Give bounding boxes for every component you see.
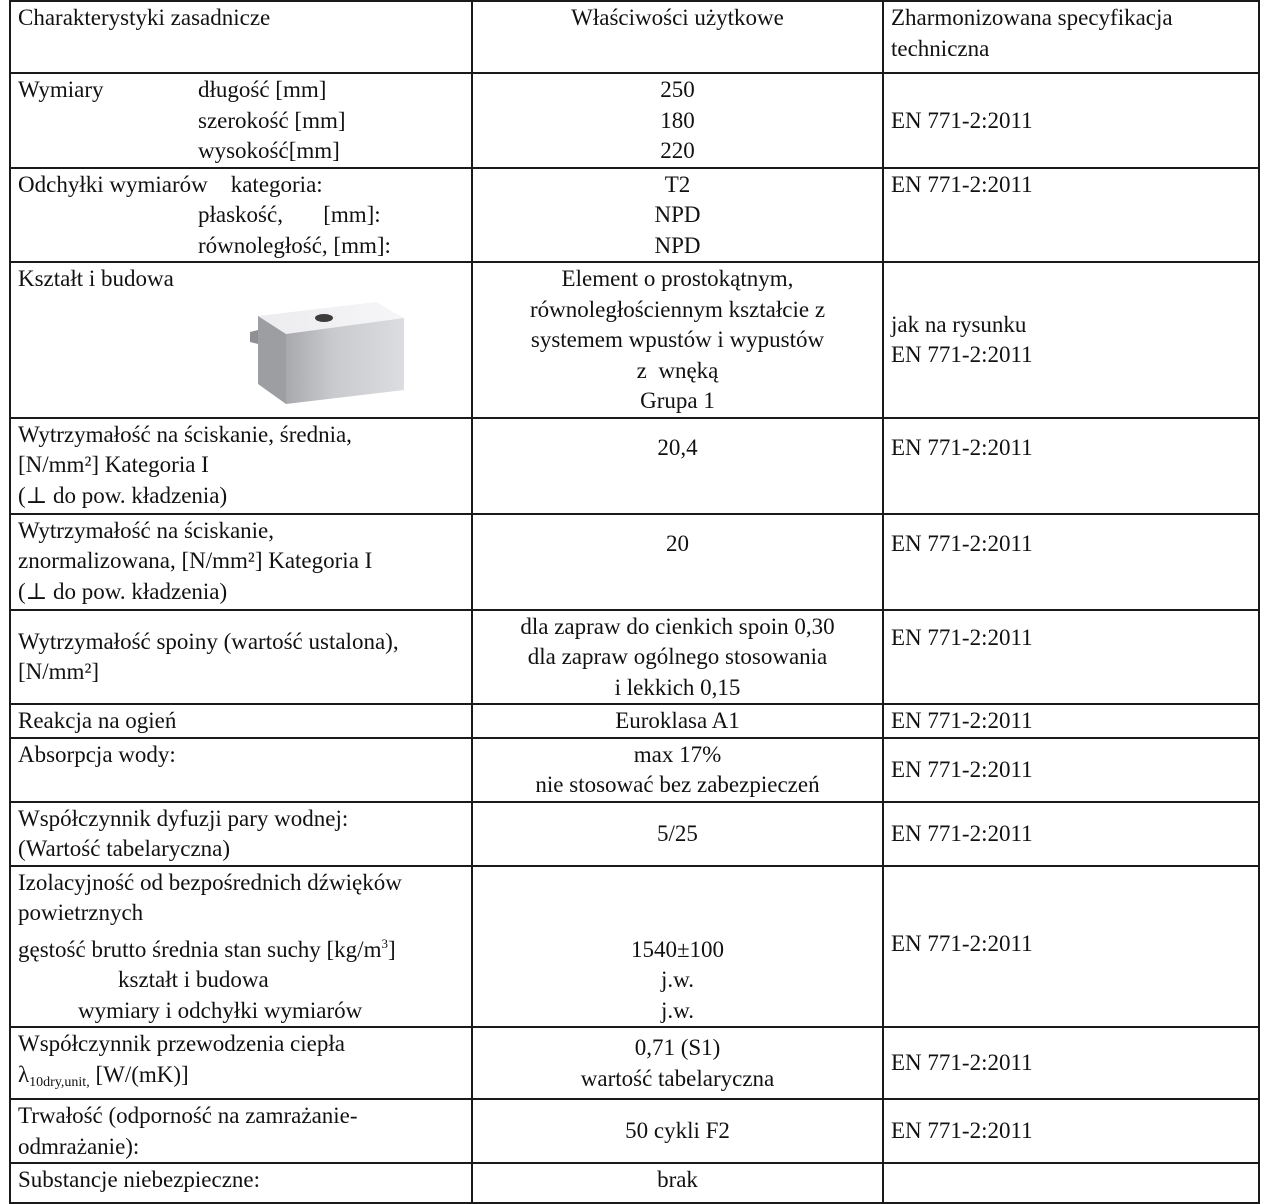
- spec-text: EN 771-2:2011: [891, 1050, 1033, 1076]
- header-specification: [883, 1, 1259, 73]
- label-line: [18, 1060, 464, 1099]
- label-text: Reakcja na ogień: [18, 708, 177, 733]
- spec-text: EN 771-2:2011: [891, 930, 1033, 956]
- shape-desc-line: systemem wpustów i wypustów: [530, 327, 825, 352]
- row-durability-value: [472, 1099, 883, 1163]
- row-dimensions-values: [472, 73, 883, 168]
- row-deviations-values: [472, 168, 883, 263]
- label-line: kształt i budowa: [118, 967, 269, 992]
- table-row: [10, 704, 1259, 738]
- thermal-unit: [W/(mK)]: [89, 1061, 189, 1087]
- row-compressive-norm-label: [10, 514, 472, 610]
- density-label: gęstość brutto średnia stan suchy [kg/m: [18, 936, 382, 962]
- row-compressive-mean-value: [472, 418, 883, 514]
- density-exponent: 3: [381, 935, 388, 951]
- value-line: 1540±100: [630, 936, 725, 962]
- header-col3-line1: Zharmonizowana specyfikacja: [891, 5, 1173, 30]
- value-line: dla zapraw ogólnego stosowania: [527, 644, 828, 669]
- row-deviations-label: [10, 168, 472, 263]
- label-line: znormalizowana, [N/mm²] Kategoria I: [18, 548, 373, 573]
- row-fire-label: [10, 704, 472, 738]
- row-durability-spec: [883, 1099, 1259, 1163]
- row-compressive-norm-value: [472, 514, 883, 610]
- label-line: [18, 929, 464, 966]
- row-vapour-diffusion-spec: [883, 802, 1259, 866]
- value-line: 0,71 (S1): [634, 1035, 721, 1060]
- spec-text: EN 771-2:2011: [891, 107, 1033, 133]
- label-line: odmrażanie):: [18, 1133, 140, 1159]
- flatness-label: płaskość, [mm]:: [198, 202, 381, 227]
- header-col1-text: Charakterystyki zasadnicze: [18, 5, 271, 30]
- row-water-absorption-values: [472, 738, 883, 802]
- table-row: [10, 610, 1259, 705]
- row-hazardous-label: [10, 1163, 472, 1203]
- label-line: Izolacyjność od bezpośrednich dźwięków: [18, 869, 402, 895]
- row-dimensions-label: [10, 73, 472, 168]
- row-deviations-spec: [883, 168, 1259, 263]
- shape-group-line: Grupa 1: [640, 388, 715, 413]
- spec-text: EN 771-2:2011: [891, 1118, 1033, 1144]
- row-water-absorption-spec: [883, 738, 1259, 802]
- value-text: Euroklasa A1: [615, 708, 740, 733]
- row-acoustic-spec: [883, 866, 1259, 1028]
- flatness-value: NPD: [654, 202, 701, 227]
- value-text: 5/25: [657, 820, 698, 846]
- shape-title: Kształt i budowa: [18, 266, 174, 291]
- row-compressive-mean-spec: [883, 418, 1259, 514]
- table-row: [10, 1027, 1259, 1099]
- table-row: [10, 1163, 1259, 1203]
- value-line: wartość tabelaryczna: [580, 1065, 775, 1091]
- spec-note: jak na rysunku: [891, 311, 1027, 337]
- value-line: j.w.: [660, 967, 694, 992]
- value-line: nie stosować bez zabezpieczeń: [535, 772, 820, 797]
- shape-desc-line: Element o prostokątnym,: [561, 266, 794, 291]
- spec-text: EN 771-2:2011: [891, 434, 1033, 460]
- row-compressive-norm-spec: [883, 514, 1259, 610]
- row-vapour-diffusion-label: [10, 802, 472, 866]
- row-compressive-mean-label: [10, 418, 472, 514]
- row-thermal-spec: [883, 1027, 1259, 1099]
- row-fire-value: [472, 704, 883, 738]
- lambda-subscript: 10dry,unit,: [29, 1074, 90, 1090]
- table-row: [10, 866, 1259, 1028]
- shape-desc-line: równoległościennym kształcie z: [529, 296, 826, 322]
- value-line: i lekkich 0,15: [614, 674, 741, 700]
- value-text: 20: [666, 530, 689, 556]
- value-line: dla zapraw do cienkich spoin 0,30: [520, 613, 835, 639]
- table-row: [10, 514, 1259, 610]
- row-vapour-diffusion-value: [472, 802, 883, 866]
- label-line: wymiary i odchyłki wymiarów: [78, 997, 363, 1023]
- dimension-height-label: wysokość[mm]: [198, 138, 340, 163]
- row-durability-label: [10, 1099, 472, 1163]
- table-row: [10, 168, 1259, 263]
- row-water-absorption-label: [10, 738, 472, 802]
- lambda-symbol: λ: [18, 1061, 30, 1087]
- header-performance: [472, 1, 883, 73]
- label-line: Współczynnik dyfuzji pary wodnej:: [18, 805, 349, 831]
- table-row: [10, 73, 1259, 168]
- label-line: [N/mm²]: [18, 659, 99, 685]
- table-row: [10, 1099, 1259, 1163]
- row-shape-description: [472, 262, 883, 418]
- label-line: Współczynnik przewodzenia ciepła: [18, 1031, 345, 1056]
- row-bond-strength-spec: [883, 610, 1259, 705]
- spec-text: EN 771-2:2011: [891, 342, 1033, 368]
- row-fire-spec: [883, 704, 1259, 738]
- dimension-length-label: długość [mm]: [198, 77, 327, 102]
- row-acoustic-values: [472, 866, 883, 1028]
- row-shape-spec: [883, 262, 1259, 418]
- dimensions-title: Wymiary: [18, 77, 104, 102]
- table-row: [10, 802, 1259, 866]
- width-value: 180: [660, 107, 695, 133]
- length-value: 250: [660, 77, 695, 102]
- label-line: [N/mm²] Kategoria I: [18, 452, 209, 477]
- row-thermal-values: [472, 1027, 883, 1099]
- spec-text: EN 771-2:2011: [891, 756, 1033, 782]
- spec-text: EN 771-2:2011: [891, 530, 1033, 556]
- label-line: Wytrzymałość spoiny (wartość ustalona),: [18, 628, 399, 654]
- label-line: (⊥ do pow. kładzenia): [18, 482, 228, 508]
- row-bond-strength-label: [10, 610, 472, 705]
- properties-table: [9, 0, 1260, 1204]
- deviations-category-label: Odchyłki wymiarów kategoria:: [18, 171, 323, 197]
- header-col3-line2: techniczna: [891, 35, 990, 61]
- value-text: 50 cykli F2: [625, 1118, 730, 1144]
- label-line: powietrznych: [18, 900, 144, 925]
- brick-block-image: [18, 295, 464, 405]
- spec-text: EN 771-2:2011: [891, 820, 1033, 846]
- value-line: j.w.: [660, 997, 694, 1023]
- row-thermal-label: [10, 1027, 472, 1099]
- row-bond-strength-values: [472, 610, 883, 705]
- category-value: T2: [664, 171, 691, 197]
- table-row: [10, 418, 1259, 514]
- header-characteristics: [10, 1, 472, 73]
- spec-text: EN 771-2:2011: [891, 171, 1033, 197]
- table-row: [10, 262, 1259, 418]
- shape-desc-line: z wnęką: [636, 357, 719, 383]
- parallelism-value: NPD: [654, 232, 701, 258]
- label-line: (⊥ do pow. kładzenia): [18, 578, 228, 604]
- label-text: Substancje niebezpieczne:: [18, 1167, 261, 1192]
- row-hazardous-spec: [883, 1163, 1259, 1203]
- value-text: brak: [657, 1167, 698, 1192]
- value-line: max 17%: [633, 741, 722, 767]
- table-row: [10, 738, 1259, 802]
- label-text: Absorpcja wody:: [18, 741, 176, 767]
- table-header-row: [10, 1, 1259, 73]
- header-col2-text: Właściwości użytkowe: [571, 5, 784, 30]
- label-line: Wytrzymałość na ściskanie,: [18, 517, 274, 543]
- row-acoustic-label: [10, 866, 472, 1028]
- parallelism-label: równoległość, [mm]:: [198, 232, 391, 258]
- row-dimensions-spec: [883, 73, 1259, 168]
- dimension-width-label: szerokość [mm]: [198, 107, 346, 133]
- density-bracket: ]: [387, 936, 396, 962]
- row-shape-label: [10, 262, 472, 418]
- spec-text: EN 771-2:2011: [891, 708, 1033, 733]
- label-line: (Wartość tabelaryczna): [18, 836, 231, 861]
- height-value: 220: [660, 138, 695, 163]
- row-hazardous-value: [472, 1163, 883, 1203]
- document-page: [9, 0, 1258, 1192]
- value-text: 20,4: [657, 434, 698, 460]
- spec-text: EN 771-2:2011: [891, 624, 1033, 650]
- label-line: Trwałość (odporność na zamrażanie-: [18, 1103, 358, 1128]
- label-line: Wytrzymałość na ściskanie, średnia,: [18, 421, 352, 447]
